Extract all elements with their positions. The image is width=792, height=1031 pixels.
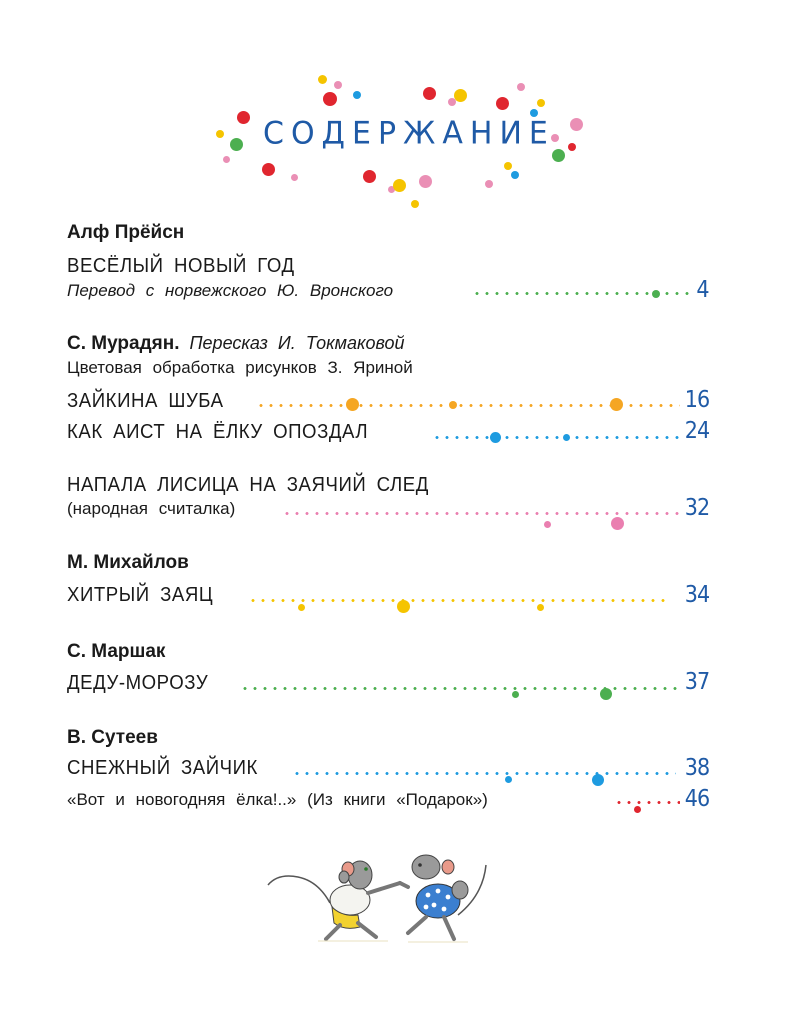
confetti-dot: [363, 170, 376, 183]
dotted-leader: [248, 599, 670, 602]
confetti-dot: [323, 92, 337, 106]
leader-accent-dot: [512, 691, 519, 698]
confetti-dot: [411, 200, 419, 208]
leader-accent-dot: [592, 774, 604, 786]
leader-accent-dot: [544, 521, 551, 528]
leader-accent-dot: [563, 434, 570, 441]
leader-accent-dot: [600, 688, 612, 700]
confetti-dot: [230, 138, 243, 151]
toc-entry-title[interactable]: ВЕСЁЛЫЙ НОВЫЙ ГОД: [67, 255, 295, 277]
confetti-dot: [568, 143, 576, 151]
confetti-dot: [496, 97, 509, 110]
page-number[interactable]: 24: [684, 418, 709, 444]
retelling-credit: Пересказ И. Токмаковой: [189, 333, 405, 353]
heading-block: [200, 60, 600, 220]
author-name: В. Сутеев: [67, 727, 158, 748]
illustration-credit: Цветовая обработка рисунков З. Яриной: [67, 358, 413, 377]
leader-accent-dot: [610, 398, 623, 411]
dancing-mice-illustration: [258, 845, 508, 945]
leader-accent-dot: [611, 517, 624, 530]
confetti-dot: [419, 175, 432, 188]
author-name: М. Михайлов: [67, 552, 189, 573]
confetti-dot: [511, 171, 519, 179]
page-number[interactable]: 16: [684, 387, 709, 413]
toc-entry-title[interactable]: ХИТРЫЙ ЗАЯЦ: [67, 584, 214, 606]
leader-accent-dot: [397, 600, 410, 613]
confetti-dot: [393, 179, 406, 192]
toc-entry-title[interactable]: ЗАЙКИНА ШУБА: [67, 390, 224, 412]
page-number[interactable]: 38: [684, 755, 709, 781]
confetti-dot: [504, 162, 512, 170]
leader-accent-dot: [652, 290, 660, 298]
confetti-dot: [216, 130, 224, 138]
toc-entry-title[interactable]: «Вот и новогодняя ёлка!..» (Из книги «Подарок»): [67, 790, 488, 809]
confetti-dot: [454, 89, 467, 102]
dotted-leader: [432, 436, 680, 439]
leader-accent-dot: [634, 806, 641, 813]
toc-entry-subtitle: (народная считалка): [67, 499, 236, 518]
page-number[interactable]: 4: [696, 277, 709, 303]
dotted-leader: [614, 801, 680, 804]
dotted-leader: [240, 687, 680, 690]
confetti-dot: [423, 87, 436, 100]
confetti-dot: [485, 180, 493, 188]
confetti-dot: [353, 91, 361, 99]
author-name: Алф Прёйсн: [67, 222, 185, 243]
leader-accent-dot: [346, 398, 359, 411]
author-name: С. Маршак: [67, 641, 166, 662]
confetti-dot: [318, 75, 327, 84]
dotted-leader: [282, 512, 682, 515]
page-number[interactable]: 34: [684, 582, 709, 608]
page-number[interactable]: 46: [684, 786, 709, 812]
leader-accent-dot: [298, 604, 305, 611]
leader-accent-dot: [490, 432, 501, 443]
confetti-dot: [517, 83, 525, 91]
leader-accent-dot: [505, 776, 512, 783]
toc-entry-subtitle: Перевод с норвежского Ю. Вронского: [67, 281, 394, 300]
leader-accent-dot: [537, 604, 544, 611]
confetti-dot: [237, 111, 250, 124]
confetti-dot: [334, 81, 342, 89]
confetti-dot: [223, 156, 230, 163]
confetti-dot: [537, 99, 545, 107]
toc-entry-title[interactable]: НАПАЛА ЛИСИЦА НА ЗАЯЧИЙ СЛЕД: [67, 474, 429, 496]
dotted-leader: [292, 772, 676, 775]
toc-entry-title[interactable]: КАК АИСТ НА ЁЛКУ ОПОЗДАЛ: [67, 421, 369, 443]
page-number[interactable]: 37: [684, 669, 709, 695]
toc-entry-title[interactable]: СНЕЖНЫЙ ЗАЙЧИК: [67, 757, 258, 779]
confetti-dot: [291, 174, 298, 181]
confetti-dot: [262, 163, 275, 176]
confetti-dot: [570, 118, 583, 131]
toc-entry-title[interactable]: ДЕДУ-МОРОЗУ: [67, 672, 209, 694]
author-name-text: С. Мурадян.: [67, 333, 180, 354]
page-title: СОДЕРЖАНИЕ: [263, 115, 555, 152]
leader-accent-dot: [449, 401, 457, 409]
author-name: [67, 333, 405, 355]
page-number[interactable]: 32: [684, 495, 709, 521]
